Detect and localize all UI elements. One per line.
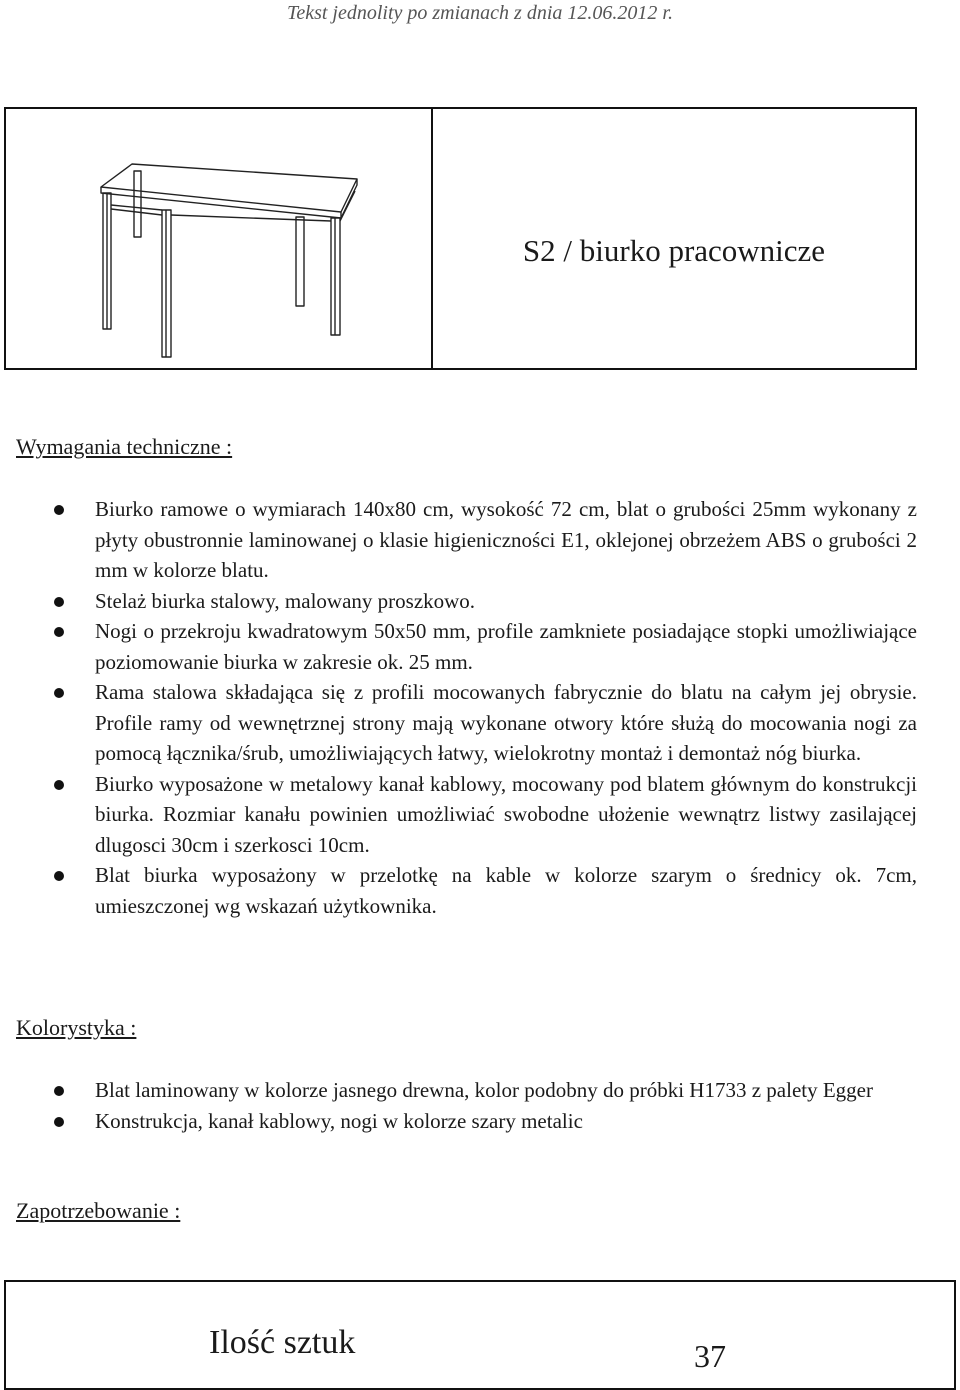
bullet-icon: [54, 688, 64, 698]
tech-requirements-list: [0, 494, 917, 921]
product-title: S2 / biurko pracownicze: [522, 232, 826, 268]
bullet-icon: [54, 597, 64, 607]
list-item: Stelaż biurka stalowy, malowany proszkowo.: [0, 586, 917, 617]
section-title-tech: Wymagania techniczne :: [16, 434, 233, 459]
product-image-cell: [6, 109, 433, 368]
list-item: Blat laminowany w kolorze jasnego drewna, kolor podobny do próbki H1733 z palety Egger: [0, 1075, 917, 1106]
bullet-icon: [54, 505, 64, 515]
list-item: Konstrukcja, kanał kablowy, nogi w kolorze szary metalic: [0, 1106, 917, 1137]
quantity-label: Ilość sztuk: [209, 1324, 356, 1361]
quantity-box: [4, 1280, 956, 1390]
bullet-icon: [54, 1117, 64, 1127]
bullet-icon: [54, 1086, 64, 1096]
section-title-colors: Kolorystyka :: [16, 1015, 137, 1040]
bullet-icon: [54, 627, 64, 637]
list-item: Biurko ramowe o wymiarach 140x80 cm, wysokość 72 cm, blat o grubości 25mm wykonany z płyty obustronnie laminowanej o klasie higieniczności E1, oklejonej obrzeżem ABS o grubości 2 mm w kolorze blatu.: [0, 494, 917, 586]
list-item: Nogi o przekroju kwadratowym 50x50 mm, profile zamkniete posiadające stopki umożliwiające poziomowanie biurka w zakresie ok. 25 mm.: [0, 616, 917, 677]
desk-drawing-icon: [6, 109, 429, 368]
product-box: [4, 107, 917, 370]
bullet-icon: [54, 871, 64, 881]
list-item: Biurko wyposażone w metalowy kanał kablowy, mocowany pod blatem głównym do konstrukcji biurka. Rozmiar kanału powinien umożliwiać swobodne ułożenie wewnątrz listwy zasilającej dlugosci 30cm i szerkosci 10cm.: [0, 769, 917, 861]
document-header-note: Tekst jednolity po zmianach z dnia 12.06.2012 r.: [287, 2, 673, 24]
bullet-icon: [54, 780, 64, 790]
quantity-value: 37: [694, 1338, 726, 1374]
list-item: Rama stalowa składająca się z profili mocowanych fabrycznie do blatu na całym jej obrysie. Profile ramy od wewnętrznej strony mają wykonane otwory które służą do mocowania nogi za pomocą łącznika/śrub, umożliwiających łatwy, wielokrotny montaż i demontaż nóg biurka.: [0, 677, 917, 769]
section-title-demand: Zapotrzebowanie :: [16, 1198, 181, 1223]
list-item: Blat biurka wyposażony w przelotkę na kable w kolorze szarym o średnicy ok. 7cm, umieszczonej wg wskazań użytkownika.: [0, 860, 917, 921]
colors-list: [0, 1075, 917, 1136]
